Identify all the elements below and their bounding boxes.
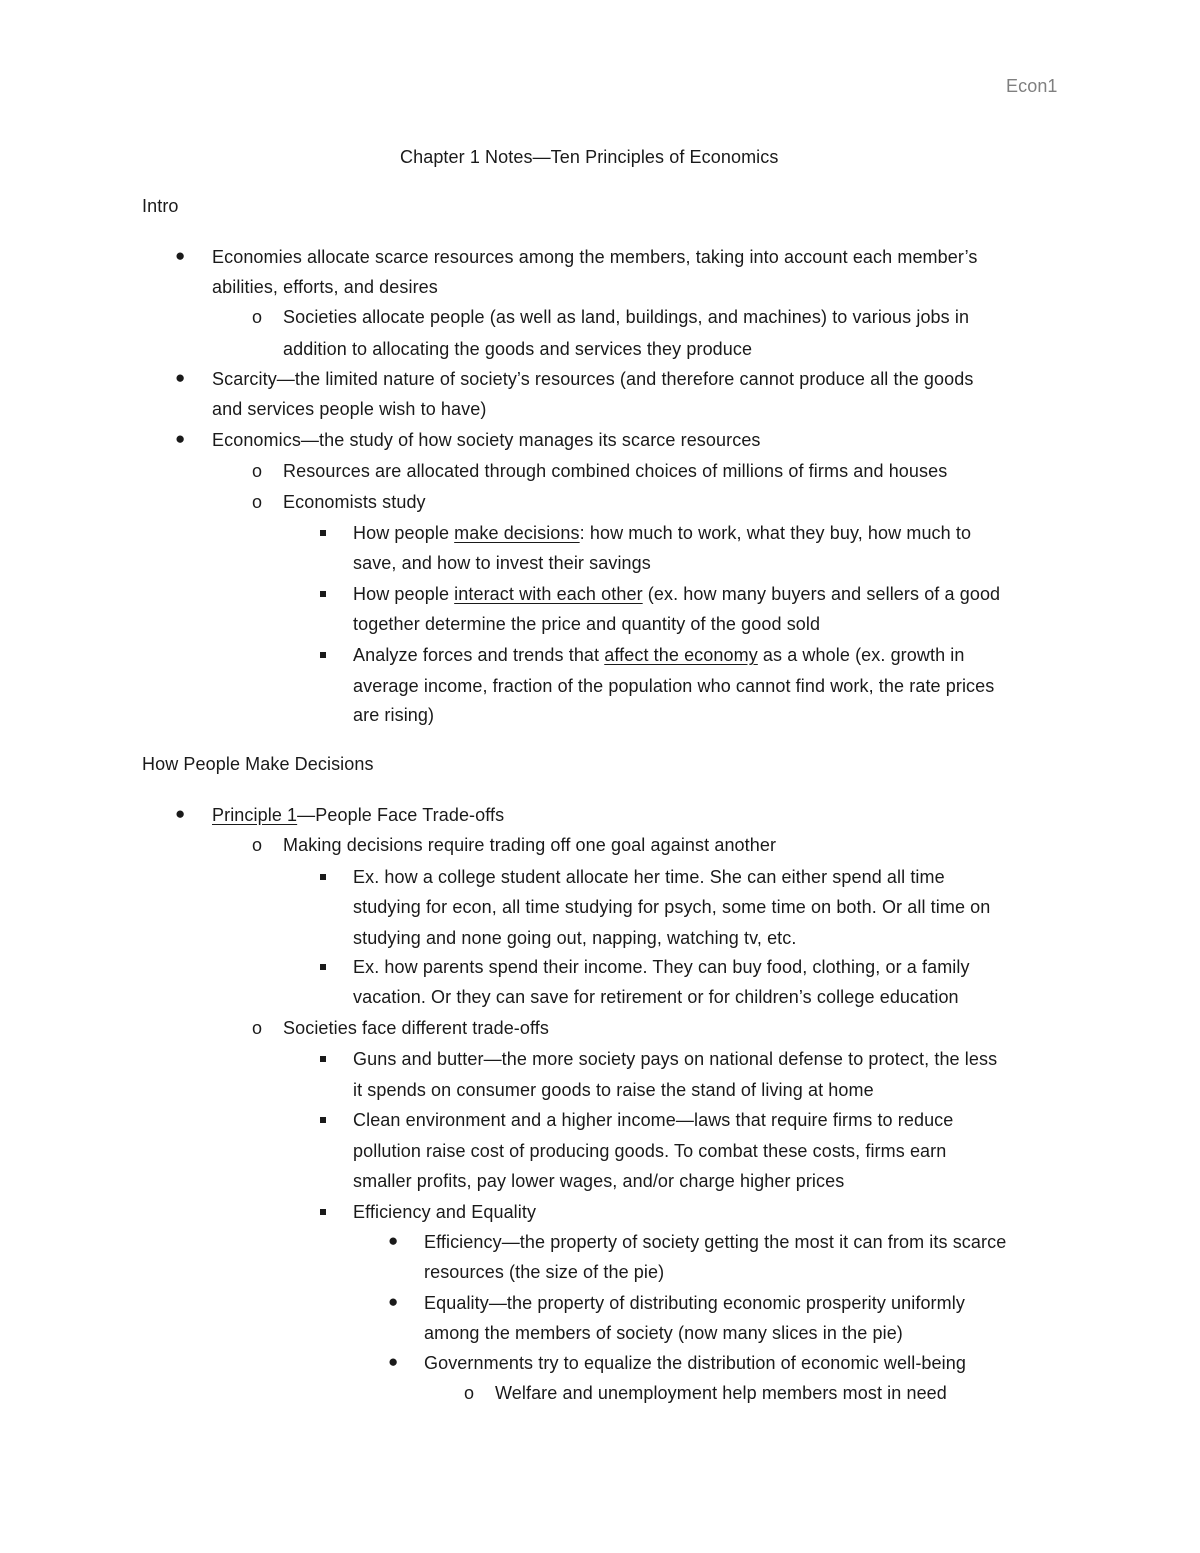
- college-student-line-2: studying for econ, all time studying for psych, some time on both. Or all time on: [353, 897, 991, 917]
- bullet-square-icon: [320, 1209, 326, 1215]
- parents-income-line-2: vacation. Or they can save for retirement or for children’s college education: [353, 987, 959, 1007]
- principle-1-sub-a: Making decisions require trading off one goal against another: [283, 835, 777, 855]
- intro-bullet-2-line-2: and services people wish to have): [212, 399, 487, 419]
- bullet-square-icon: [320, 874, 326, 880]
- equality-line-1: Equality—the property of distributing economic prosperity uniformly: [424, 1293, 965, 1313]
- bullet-circle-icon: o: [252, 492, 263, 512]
- college-student-line-3: studying and none going out, napping, watching tv, etc.: [353, 928, 797, 948]
- page-header: Econ1: [1006, 76, 1058, 96]
- bullet-dot-icon: ●: [175, 368, 186, 387]
- economists-study-item-2-line-1: How people interact with each other (ex. how many buyers and sellers of a good: [353, 584, 1001, 604]
- intro-sub-3a: Resources are allocated through combined choices of millions of firms and houses: [283, 461, 948, 481]
- bullet-circle-icon: o: [252, 307, 263, 327]
- intro-sub-1a-line-2: addition to allocating the goods and services they produce: [283, 339, 753, 359]
- section-heading-intro: Intro: [142, 196, 179, 216]
- bullet-square-icon: [320, 964, 326, 970]
- efficiency-line-2: resources (the size of the pie): [424, 1262, 665, 1282]
- guns-butter-line-2: it spends on consumer goods to raise the stand of living at home: [353, 1080, 874, 1100]
- economists-study-item-1-line-2: save, and how to invest their savings: [353, 553, 651, 573]
- intro-bullet-1-line-2: abilities, efforts, and desires: [212, 277, 438, 297]
- economists-study-item-3-line-3: are rising): [353, 705, 435, 725]
- college-student-line-1: Ex. how a college student allocate her time. She can either spend all time: [353, 867, 945, 887]
- governments-equalize: Governments try to equalize the distribution of economic well-being: [424, 1353, 966, 1373]
- economists-study-item-3-line-2: average income, fraction of the population who cannot find work, the rate prices: [353, 676, 995, 696]
- principle-1-heading: Principle 1—People Face Trade-offs: [212, 805, 505, 825]
- intro-sub-1a-line-1: Societies allocate people (as well as land, buildings, and machines) to various jobs in: [283, 307, 970, 327]
- guns-butter-line-1: Guns and butter—the more society pays on national defense to protect, the less: [353, 1049, 998, 1069]
- intro-sub-3b: Economists study: [283, 492, 426, 512]
- bullet-circle-icon: o: [252, 835, 263, 855]
- bullet-dot-icon: ●: [388, 1292, 399, 1311]
- bullet-square-icon: [320, 1117, 326, 1123]
- efficiency-equality: Efficiency and Equality: [353, 1202, 537, 1222]
- principle-1-sub-b: Societies face different trade-offs: [283, 1018, 549, 1038]
- bullet-dot-icon: ●: [175, 429, 186, 448]
- intro-bullet-3: Economics—the study of how society manages its scarce resources: [212, 430, 761, 450]
- intro-bullet-1-line-1: Economies allocate scarce resources among the members, taking into account each member’s: [212, 247, 978, 267]
- clean-environment-line-1: Clean environment and a higher income—laws that require firms to reduce: [353, 1110, 954, 1130]
- bullet-circle-icon: o: [464, 1383, 475, 1403]
- parents-income-line-1: Ex. how parents spend their income. They can buy food, clothing, or a family: [353, 957, 970, 977]
- bullet-dot-icon: ●: [388, 1231, 399, 1250]
- welfare-unemployment: Welfare and unemployment help members most in need: [495, 1383, 947, 1403]
- page-title: Chapter 1 Notes—Ten Principles of Economics: [400, 147, 779, 167]
- economists-study-item-1-line-1: How people make decisions: how much to work, what they buy, how much to: [353, 523, 972, 543]
- intro-bullet-2-line-1: Scarcity—the limited nature of society’s resources (and therefore cannot produce all the goods: [212, 369, 974, 389]
- clean-environment-line-3: smaller profits, pay lower wages, and/or charge higher prices: [353, 1171, 845, 1191]
- efficiency-line-1: Efficiency—the property of society getting the most it can from its scarce: [424, 1232, 1007, 1252]
- bullet-dot-icon: ●: [388, 1352, 399, 1371]
- underline-make-decisions: make decisions: [454, 523, 580, 543]
- bullet-square-icon: [320, 1056, 326, 1062]
- bullet-circle-icon: o: [252, 1018, 263, 1038]
- bullet-square-icon: [320, 652, 326, 658]
- bullet-circle-icon: o: [252, 461, 263, 481]
- bullet-square-icon: [320, 530, 326, 536]
- economists-study-item-3-line-1: Analyze forces and trends that affect the economy as a whole (ex. growth in: [353, 645, 965, 665]
- principle-1-label: Principle 1: [212, 805, 298, 825]
- section-heading-decisions: How People Make Decisions: [142, 754, 374, 774]
- economists-study-item-2-line-2: together determine the price and quantity of the good sold: [353, 614, 821, 634]
- underline-interact: interact with each other: [454, 584, 643, 604]
- underline-affect-economy: affect the economy: [604, 645, 758, 665]
- bullet-square-icon: [320, 591, 326, 597]
- clean-environment-line-2: pollution raise cost of producing goods. To combat these costs, firms earn: [353, 1141, 947, 1161]
- bullet-dot-icon: ●: [175, 804, 186, 823]
- bullet-dot-icon: ●: [175, 246, 186, 265]
- equality-line-2: among the members of society (now many slices in the pie): [424, 1323, 903, 1343]
